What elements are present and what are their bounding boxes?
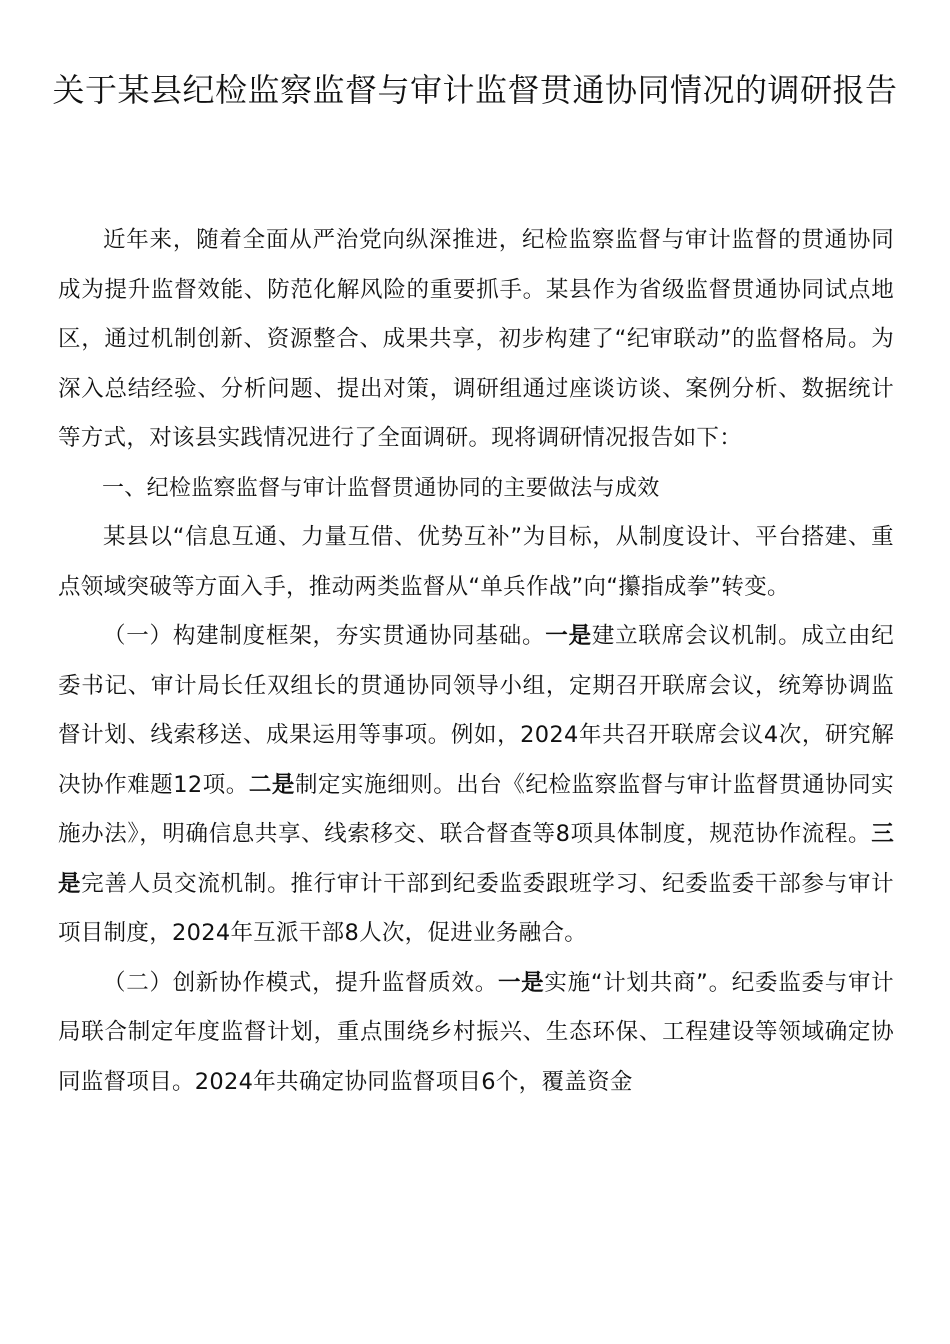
subsection-2-heading: （二）创新协作模式，提升监督质效。 (103, 969, 498, 996)
section-1-summary: 某县以“信息互通、力量互借、优势互补”为目标，从制度设计、平台搭建、重点领域突破等方面入手，推动两类监督从“单兵作战”向“攥指成拳”转变。 (58, 524, 894, 600)
document-body (58, 216, 894, 1107)
point-1-lead: 一是 (545, 623, 592, 649)
subsection-1-heading: （一）构建制度框架，夯实贯通协同基础。 (103, 623, 546, 649)
point-3-lead: 三是 (58, 821, 894, 897)
sub2-point-1-lead: 一是 (497, 969, 545, 996)
section-1-heading: 一、纪检监察监督与审计监督贯通协同的主要做法与成效 (102, 475, 660, 501)
subsection-2-paragraph (58, 959, 894, 1108)
point-2-text: 制定实施细则。出台《纪检监察监督与审计监督贯通协同实施办法》，明确信息共享、线索移交、联合督查等8项具体制度，规范协作流程。 (58, 771, 894, 847)
document-title: 关于某县纪检监察监督与审计监督贯通协同情况的调研报告 (52, 71, 898, 109)
point-1-text: 建立联席会议机制。成立由纪委书记、审计局长任双组长的贯通协同领导小组，定期召开联席会议，统筹协调监督计划、线索移送、成果运用等事项。例如，2024年共召开联席会议4次，研究解决协作难题12项。 (58, 623, 894, 798)
intro-paragraph: 近年来，随着全面从严治党向纵深推进，纪检监察监督与审计监督的贯通协同成为提升监督效能、防范化解风险的重要抓手。某县作为省级监督贯通协同试点地区，通过机制创新、资源整合、成果共享，初步构建了“纪审联动”的监督格局。为深入总结经验、分析问题、提出对策，调研组通过座谈访谈、案例分析、数据统计等方式，对该县实践情况进行了全面调研。现将调研情况报告如下： (58, 227, 894, 451)
subsection-1-paragraph (58, 612, 894, 959)
point-3-text: 完善人员交流机制。推行审计干部到纪委监委跟班学习、纪委监委干部参与审计项目制度，2024年互派干部8人次，促进业务融合。 (58, 870, 894, 946)
point-2-lead: 二是 (248, 771, 295, 798)
sub2-point-1-text: 实施“计划共商”。纪委监委与审计局联合制定年度监督计划，重点围绕乡村振兴、生态环保、工程建设等领域确定协同监督项目。2024年共确定协同监督项目6个，覆盖资金 (58, 969, 894, 1095)
